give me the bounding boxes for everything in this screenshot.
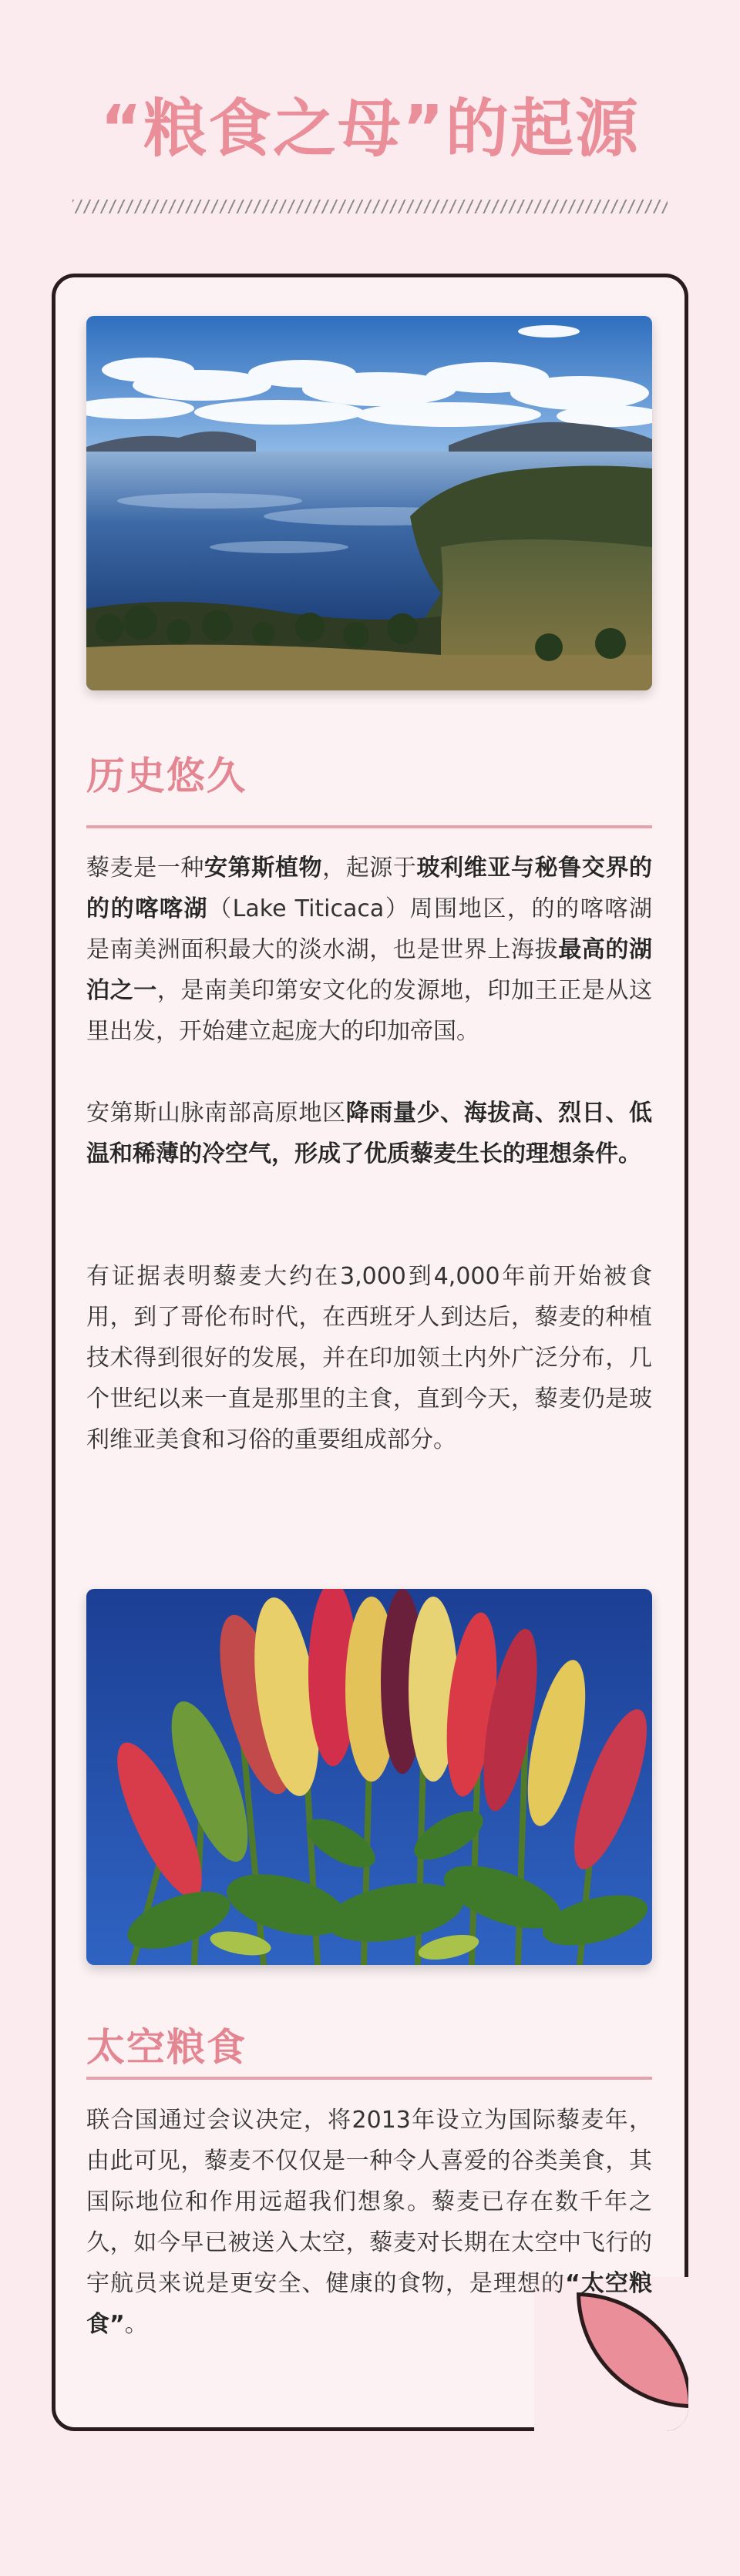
bold-text-run: 玻利维亚与秘鲁交界的的的喀喀湖 (86, 855, 653, 922)
page-title: “粮食之母”的起源 (100, 92, 640, 166)
paragraph-space-food (86, 2100, 652, 2345)
bold-text-run: 安第斯植物 (204, 855, 323, 882)
paragraph-conditions (86, 1093, 652, 1174)
section-divider (86, 825, 652, 828)
section-heading-history: 历史悠久 (86, 754, 247, 798)
bold-text-run: 降雨量少、海拔高、烈日、低温和稀薄的冷空气，形成了优质藜麦生长的理想条件。 (86, 1100, 653, 1167)
paragraph-history (86, 1256, 652, 1460)
text-run: 安第斯山脉南部高原地区 (86, 1100, 346, 1127)
text-run: ，是南美印第安文化的发源地，印加王正是从这里出发，开始建立起庞大的印加帝国。 (86, 977, 653, 1045)
lake-titicaca-photo (86, 316, 652, 690)
hatched-divider (72, 200, 668, 213)
bold-text-run: 最高的湖泊之一 (86, 936, 653, 1004)
quinoa-plants-photo (86, 1589, 652, 1965)
text-run: 。 (124, 2311, 148, 2338)
bold-text-run: “太空粮食” (86, 2270, 653, 2338)
section-heading-space-food: 太空粮食 (86, 2025, 247, 2070)
section-divider (86, 2077, 652, 2080)
text-run: ，起源于 (322, 855, 417, 882)
paragraph-origin (86, 848, 652, 1052)
text-run: （Lake Titicaca）周围地区，的的喀喀湖是南美洲面积最大的淡水湖，也是世界上海拔 (86, 895, 652, 963)
text-run: 藜麦是一种 (86, 855, 205, 882)
text-run: 有证据表明藜麦大约在3,000到4,000年前开始被食用，到了哥伦布时代，在西班牙人到达后，藜麦的种植技术得到很好的发展，并在印加领土内外广泛分布，几个世纪以来一直是那里的主食，直到今天，藜麦仍是玻利维亚美食和习俗的重要组成部分。 (86, 1263, 652, 1453)
text-run: 联合国通过会议决定，将2013年设立为国际藜麦年，由此可见，藜麦不仅仅是一种令人喜爱的谷类美食，其国际地位和作用远超我们想象。藜麦已存在数千年之久，如今早已被送入太空，藜麦对长期在太空中飞行的宇航员来说是更安全、健康的食物，是理想的 (86, 2107, 652, 2297)
